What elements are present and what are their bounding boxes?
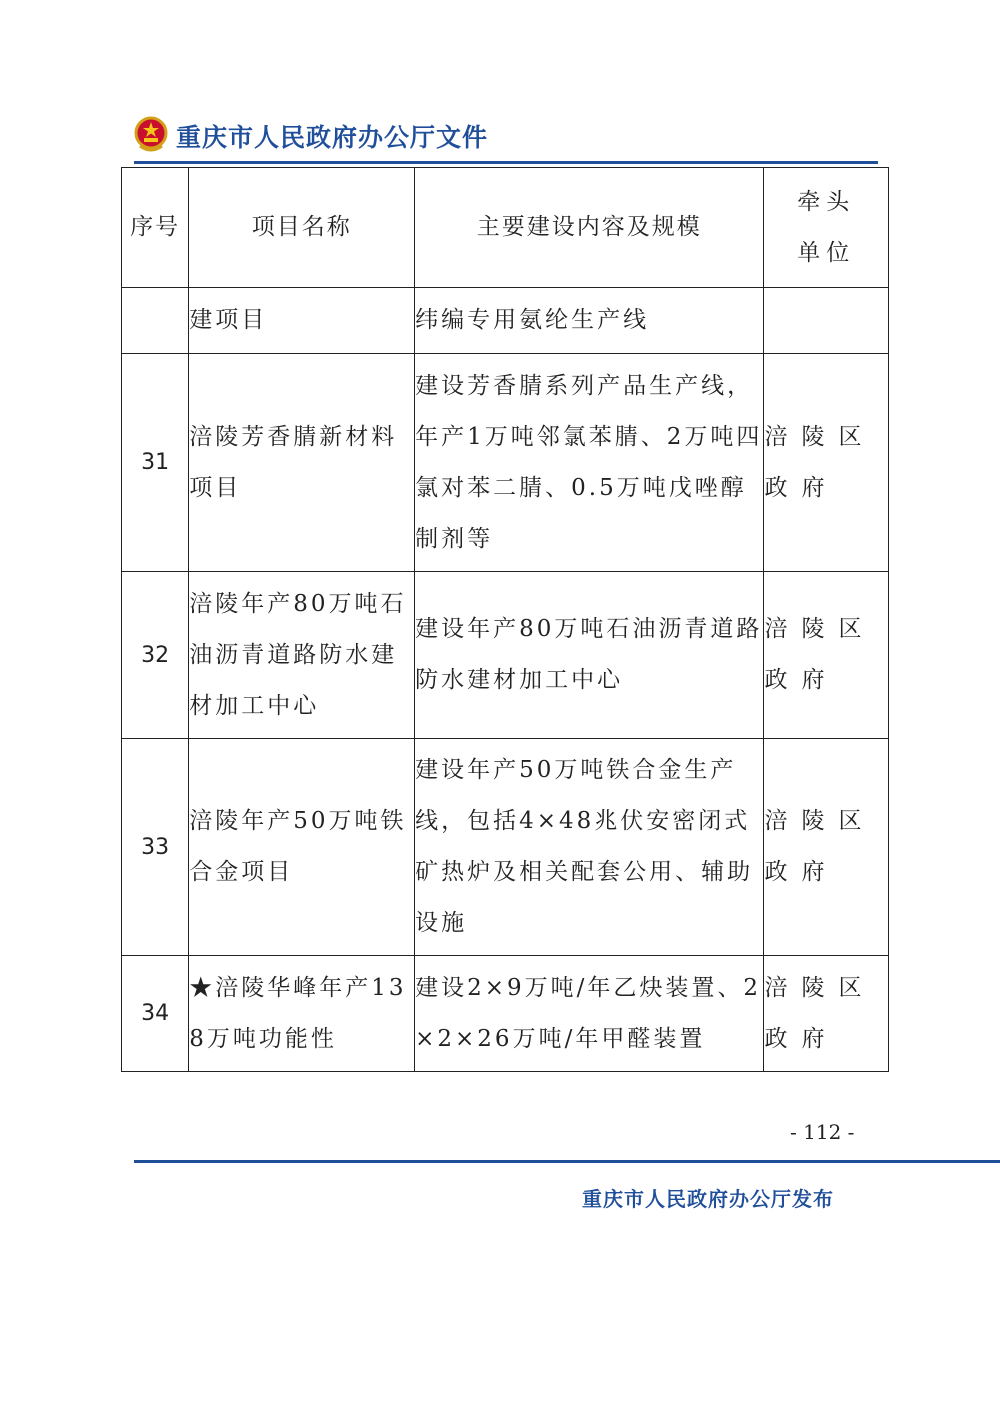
project-name: ★涪陵华峰年产138万吨功能性 <box>189 956 415 1072</box>
project-content: 建设年产50万吨铁合金生产线，包括4×48兆伏安密闭式矿热炉及相关配套公用、辅助设施 <box>415 739 764 956</box>
lead-unit: 涪陵区政府 <box>764 572 889 739</box>
row-number: 32 <box>122 572 189 739</box>
row-number: 34 <box>122 956 189 1072</box>
column-header-content: 主要建设内容及规模 <box>415 168 764 288</box>
lead-unit: 涪陵区政府 <box>764 354 889 572</box>
table-row <box>122 572 889 739</box>
project-content: 建设年产80万吨石油沥青道路防水建材加工中心 <box>415 572 764 739</box>
row-number: 31 <box>122 354 189 572</box>
project-content: 建设2×9万吨/年乙炔装置、2×2×26万吨/年甲醛装置 <box>415 956 764 1072</box>
header-title: 重庆市人民政府办公厅文件 <box>176 123 489 152</box>
column-header-lead: 牵头单位 <box>764 168 889 288</box>
project-table <box>121 167 889 1072</box>
header-divider <box>134 161 878 164</box>
national-emblem-icon <box>134 116 168 154</box>
footer-divider <box>134 1160 1000 1163</box>
row-number <box>122 288 189 354</box>
table-row <box>122 739 889 956</box>
project-name: 建项目 <box>189 288 415 354</box>
footer-publisher: 重庆市人民政府办公厅发布 <box>582 1187 834 1211</box>
column-header-name: 项目名称 <box>189 168 415 288</box>
table-header-row <box>122 168 889 288</box>
lead-unit: 涪陵区政府 <box>764 956 889 1072</box>
lead-unit <box>764 288 889 354</box>
project-name: 涪陵年产50万吨铁合金项目 <box>189 739 415 956</box>
project-name: 涪陵芳香腈新材料项目 <box>189 354 415 572</box>
project-content: 建设芳香腈系列产品生产线，年产1万吨邻氯苯腈、2万吨四氯对苯二腈、0.5万吨戊唑醇制剂等 <box>415 354 764 572</box>
row-number: 33 <box>122 739 189 956</box>
column-header-no: 序号 <box>122 168 189 288</box>
document-header <box>134 112 880 164</box>
table-row <box>122 354 889 572</box>
table-row <box>122 288 889 354</box>
lead-unit: 涪陵区政府 <box>764 739 889 956</box>
table-row <box>122 956 889 1072</box>
project-name: 涪陵年产80万吨石油沥青道路防水建材加工中心 <box>189 572 415 739</box>
page-number: - 112 - <box>790 1120 855 1144</box>
project-content: 纬编专用氨纶生产线 <box>415 288 764 354</box>
